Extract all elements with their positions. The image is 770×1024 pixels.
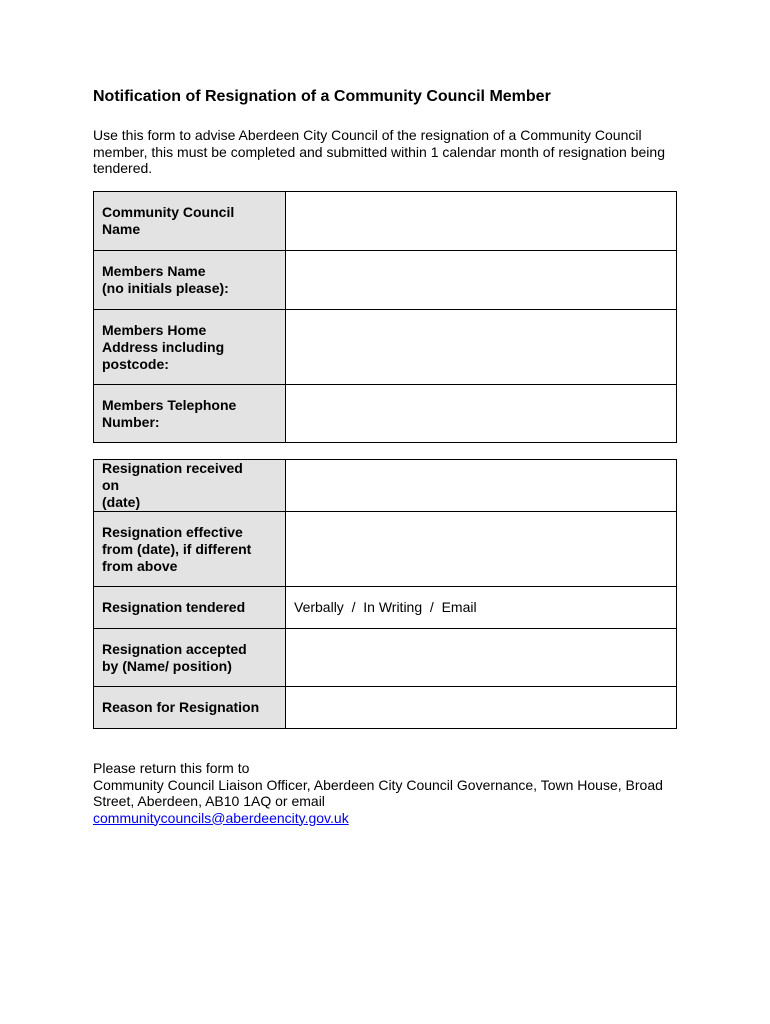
- table-row: [94, 192, 677, 251]
- label-line: postcode:: [102, 355, 169, 372]
- member-address-label: [94, 310, 286, 385]
- label-line: by (Name/ position): [102, 657, 232, 674]
- label-line: Address including: [102, 338, 225, 355]
- label-line: Resignation accepted: [102, 640, 247, 657]
- page-title: Notification of Resignation of a Community Council Member: [93, 88, 551, 105]
- table-row: [94, 251, 677, 310]
- table-row: [94, 629, 677, 687]
- resignation-tendered-options[interactable]: Verbally / In Writing / Email: [286, 587, 677, 629]
- label-line: Number:: [102, 413, 160, 430]
- label-line: Resignation received: [102, 460, 243, 476]
- member-address-field[interactable]: [286, 310, 677, 385]
- label-line: Resignation effective: [102, 523, 243, 540]
- resignation-details-table: [93, 459, 677, 729]
- label-line: (date): [102, 494, 141, 510]
- table-row: [94, 587, 677, 629]
- label-line: from (date), if different: [102, 540, 252, 557]
- label-line: Members Name: [102, 263, 206, 279]
- table-row: [94, 512, 677, 587]
- table-row: [94, 310, 677, 385]
- resignation-accepted-label: [94, 629, 286, 687]
- label-line: Members Home: [102, 321, 207, 338]
- member-telephone-label: [94, 385, 286, 443]
- member-telephone-field[interactable]: [286, 385, 677, 443]
- resignation-received-label: [94, 460, 286, 512]
- label-line: from above: [102, 557, 178, 574]
- table-row: [94, 687, 677, 729]
- return-address: Community Council Liaison Officer, Aberdeen City Council Governance, Town House, Broad Street, Aberdeen, AB10 1AQ or email: [93, 776, 663, 809]
- resignation-tendered-label: [94, 587, 286, 629]
- resignation-reason-label: [94, 687, 286, 729]
- label-line: on: [102, 477, 120, 493]
- email-link[interactable]: communitycouncils@aberdeencity.gov.uk: [93, 809, 349, 826]
- return-instructions: [93, 760, 683, 826]
- member-name-field[interactable]: [286, 251, 677, 310]
- table-row: [94, 460, 677, 512]
- label-line: Name: [102, 221, 141, 237]
- community-council-name-field[interactable]: [286, 192, 677, 251]
- resignation-effective-field[interactable]: [286, 512, 677, 587]
- resignation-effective-label: [94, 512, 286, 587]
- label-line: Community Council: [102, 204, 235, 220]
- intro-text: Use this form to advise Aberdeen City Council of the resignation of a Community Council member, this must be completed and submitted within 1 calendar month of resignation being tendered.: [93, 127, 665, 176]
- resignation-received-field[interactable]: [286, 460, 677, 512]
- resignation-reason-field[interactable]: [286, 687, 677, 729]
- resignation-accepted-field[interactable]: [286, 629, 677, 687]
- return-instructions-line: Please return this form to: [93, 760, 250, 776]
- label-line: Resignation tendered: [102, 599, 246, 615]
- member-details-table: [93, 191, 677, 443]
- label-line: Members Telephone: [102, 396, 237, 413]
- label-line: (no initials please):: [102, 280, 229, 296]
- table-row: [94, 385, 677, 443]
- community-council-name-label: [94, 192, 286, 251]
- label-line: Reason for Resignation: [102, 699, 260, 715]
- member-name-label: [94, 251, 286, 310]
